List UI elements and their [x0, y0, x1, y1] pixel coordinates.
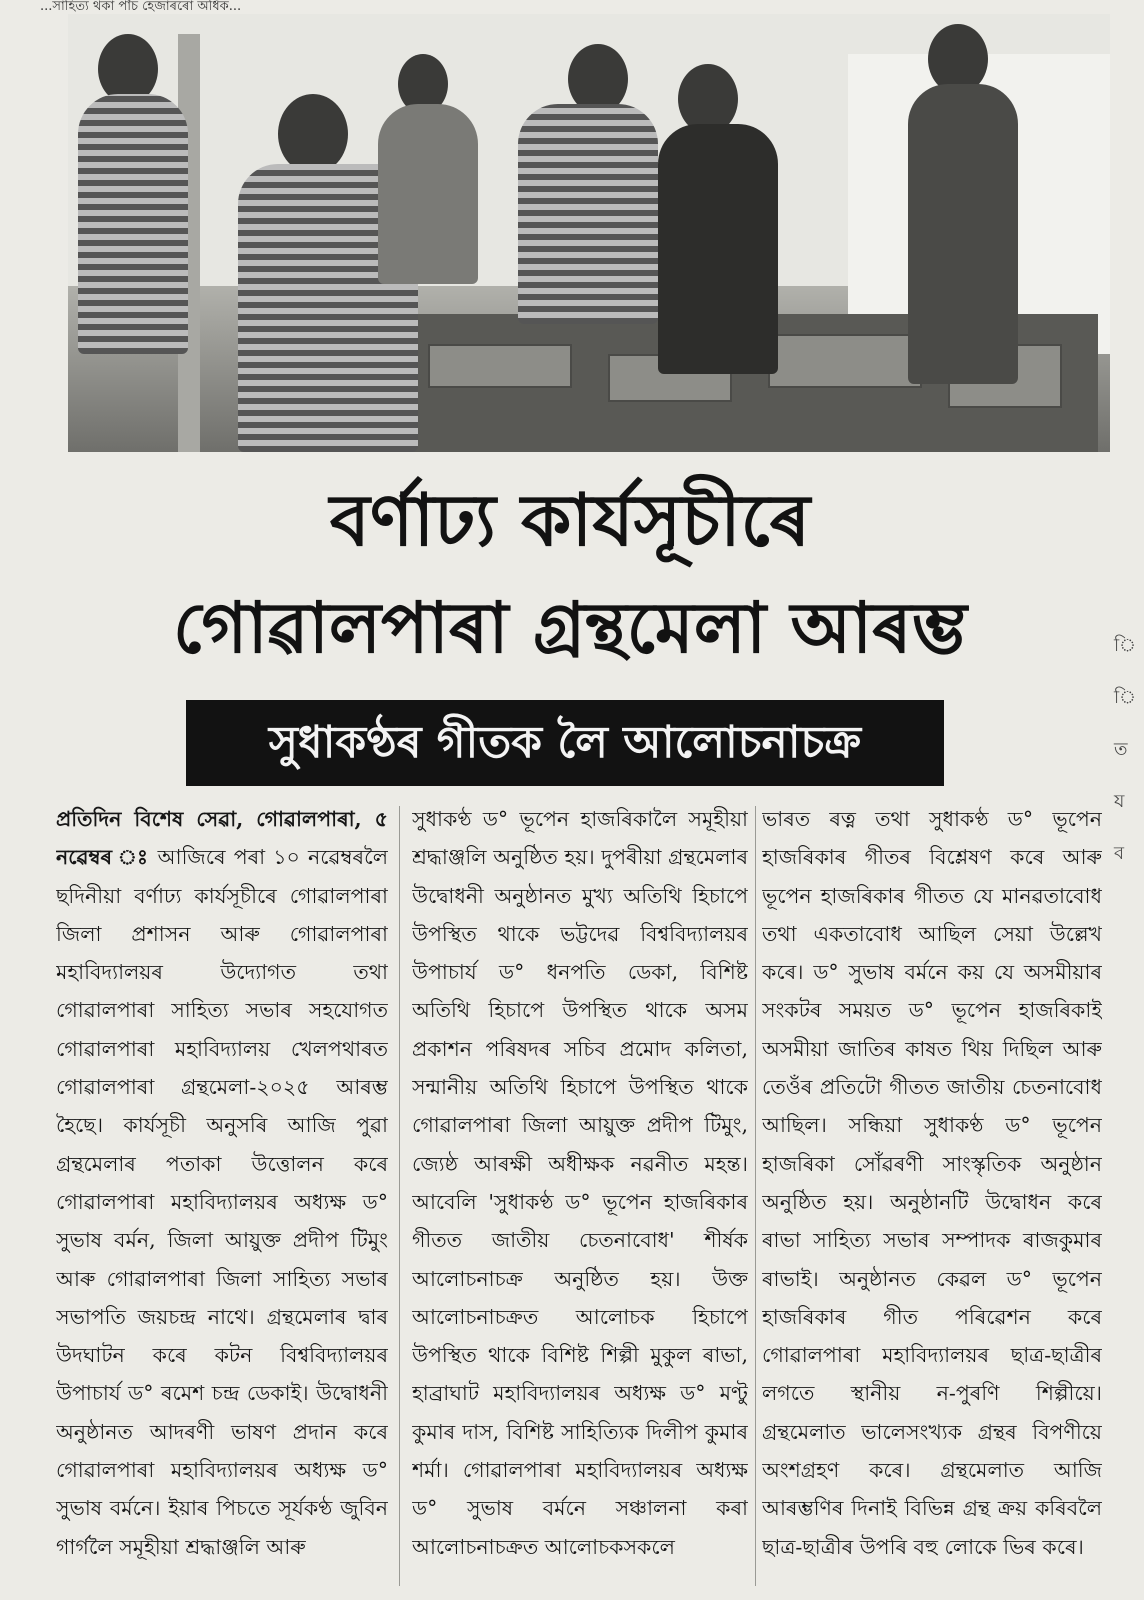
previous-article-fragment: ...সাহিত্য থকা পাঁচ হেজাৰৰো অধিক... — [40, 0, 242, 14]
edge-glyph: ব — [1114, 843, 1125, 864]
article-column-2-text: সুধাকণ্ঠ ড° ভূপেন হাজৰিকালৈ সমূহীয়া শ্ৰদ্ধাঞ্জলি অনুষ্ঠিত হয়। দুপৰীয়া গ্ৰন্থমেলাৰ উদ্বোধনী অনুষ্ঠানত মুখ্য অতিথি হিচাপে উপস্থিত থাকে ভট্টদেৱ বিশ্ববিদ্যালয়ৰ উপাচাৰ্য ড° ধনপতি ডেকা, বিশিষ্ট অতিথি হিচাপে উপস্থিত থাকে অসম প্ৰকাশন পৰিষদৰ সচিব প্ৰমোদ কলিতা, সন্মানীয় অতিথি হিচাপে উপস্থিত থাকে গোৱালপাৰা জিলা আয়ুক্ত প্ৰদীপ টিমুং, জ্যেষ্ঠ আৰক্ষী অধীক্ষক নৱনীত মহন্ত। আবেলি 'সুধাকণ্ঠ ড° ভূপেন হাজৰিকাৰ গীতত জাতীয় চেতনাবোধ' শীৰ্ষক আলোচনাচক্ৰ অনুষ্ঠিত হয়। উক্ত আলোচনাচক্ৰত আলোচক হিচাপে উপস্থিত থাকে বিশিষ্ট শিল্পী মুকুল ৰাভা, হাব্ৰাঘাট মহাবিদ্যালয়ৰ অধ্যক্ষ ড° মণ্টু কুমাৰ দাস, বিশিষ্ট সাহিত্যিক দিলীপ কুমাৰ শৰ্মা। গোৱালপাৰা মহাবিদ্যালয়ৰ অধ্যক্ষ ড° সুভাষ বৰ্মনে সঞ্চালনা কৰা আলোচনাচক্ৰত আলোচকসকলে — [412, 807, 748, 1559]
edge-glyph: য — [1114, 791, 1125, 812]
article-column-3 — [762, 800, 1102, 1590]
photo-person — [378, 104, 478, 284]
article-column-2 — [412, 800, 748, 1590]
article-dateline: প্ৰতিদিন বিশেষ সেৱা, গোৱালপাৰা, ৫ নৱেম্বৰ ঃ — [56, 807, 388, 870]
article-column-3-text: ভাৰত ৰত্ন তথা সুধাকণ্ঠ ড° ভূপেন হাজৰিকাৰ গীতৰ বিশ্লেষণ কৰে আৰু ভূপেন হাজৰিকাৰ গীতত যে মানৱতাবোধ তথা একতাবোধ আছিল সেয়া উল্লেখ কৰে। ড° সুভাষ বৰ্মনে কয় যে অসমীয়াৰ সংকটৰ সময়ত ড° ভূপেন হাজৰিকাই অসমীয়া জাতিৰ কাষত থিয় দিছিল আৰু তেওঁৰ প্ৰতিটো গীতত জাতীয় চেতনাবোধ আছিল। সন্ধিয়া সুধাকণ্ঠ ড° ভূপেন হাজৰিকা সোঁৱৰণী সাংস্কৃতিক অনুষ্ঠান অনুষ্ঠিত হয়। অনুষ্ঠানটি উদ্বোধন কৰে ৰাভা সাহিত্য সভাৰ সম্পাদক ৰাজকুমাৰ ৰাভাই। অনুষ্ঠানত কেৱল ড° ভূপেন হাজৰিকাৰ গীত পৰিৱেশন কৰে গোৱালপাৰা মহাবিদ্যালয়ৰ ছাত্ৰ-ছাত্ৰীৰ লগতে স্থানীয় ন-পুৰণি শিল্পীয়ে। গ্ৰন্থমেলাত ভালেসংখ্যক গ্ৰন্থৰ বিপণীয়ে অংশগ্ৰহণ কৰে। গ্ৰন্থমেলাত আজি আৰম্ভণিৰ দিনাই বিভিন্ন গ্ৰন্থ ক্ৰয় কৰিবলৈ ছাত্ৰ-ছাত্ৰীৰ উপৰি বহু লোকে ভিৰ কৰে। — [762, 807, 1102, 1559]
headline-line-2: গোৱালপাৰা গ্ৰন্থমেলা আৰম্ভ — [173, 587, 967, 669]
article-column-1 — [56, 800, 388, 1590]
photo-book-stack — [768, 334, 922, 388]
photo-book-stack — [428, 344, 572, 388]
photo-person — [518, 104, 658, 324]
photo-person — [658, 124, 778, 374]
edge-glyph: ি — [1114, 635, 1137, 656]
column-divider — [399, 806, 400, 1586]
headline-line-1: বৰ্ণাঢ্য কাৰ্যসূচীৰে — [329, 478, 811, 562]
photo-person-head — [278, 94, 348, 174]
photo-person — [908, 84, 1018, 384]
subheadline-banner: সুধাকণ্ঠৰ গীতক লৈ আলোচনাচক্ৰ — [186, 700, 944, 786]
adjacent-page-edge-text — [1114, 620, 1136, 880]
book-fair-photo — [68, 14, 1110, 452]
article-column-1-text: আজিৰে পৰা ১০ নৱেম্বৰলৈ ছদিনীয়া বৰ্ণাঢ্য কাৰ্যসূচীৰে গোৱালপাৰা জিলা প্ৰশাসন আৰু গোৱালপাৰা মহাবিদ্যালয়ৰ উদ্যোগত তথা গোৱালপাৰা সাহিত্য সভাৰ সহযোগত গোৱালপাৰা মহাবিদ্যালয় খেলপথাৰত গোৱালপাৰা গ্ৰন্থমেলা-২০২৫ আৰম্ভ হৈছে। কাৰ্যসূচী অনুসৰি আজি পুৱা গ্ৰন্থমেলাৰ পতাকা উত্তোলন কৰে গোৱালপাৰা মহাবিদ্যালয়ৰ অধ্যক্ষ ড° সুভাষ বৰ্মন, জিলা আয়ুক্ত প্ৰদীপ টিমুং আৰু গোৱালপাৰা জিলা সাহিত্য সভাৰ সভাপতি জয়চন্দ্ৰ নাথে। গ্ৰন্থমেলাৰ দ্বাৰ উদঘাটন কৰে কটন বিশ্ববিদ্যালয়ৰ উপাচাৰ্য ড° ৰমেশ চন্দ্ৰ ডেকাই। উদ্বোধনী অনুষ্ঠানত আদৰণী ভাষণ প্ৰদান কৰে গোৱালপাৰা মহাবিদ্যালয়ৰ অধ্যক্ষ ড° সুভাষ বৰ্মনে। ইয়াৰ পিচতে সূৰ্যকণ্ঠ জুবিন গাৰ্গলৈ সমূহীয়া শ্ৰদ্ধাঞ্জলি আৰু — [56, 845, 388, 1559]
photo-person — [78, 94, 188, 354]
column-divider — [755, 806, 756, 1586]
edge-glyph: ি — [1114, 687, 1137, 708]
edge-glyph: ত — [1114, 739, 1128, 760]
